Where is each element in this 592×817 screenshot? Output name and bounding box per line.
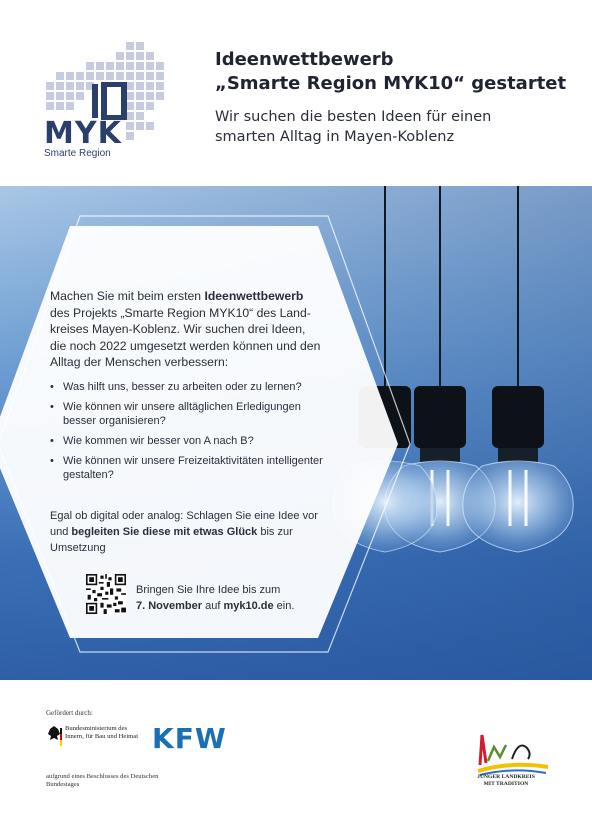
- district-tagline: JUNGER LANDKREIS MIT TRADITION: [477, 774, 535, 787]
- intro-bold: Ideenwettbewerb: [204, 289, 304, 303]
- subheadline-line-1: Wir suchen die besten Ideen für einen: [215, 109, 492, 125]
- logo-ten-mark: [90, 82, 128, 120]
- ministry-note: aufgrund eines Beschlusses des Deutschen Bundestages: [46, 773, 159, 788]
- question-list: [50, 380, 335, 488]
- deadline-mid: auf: [202, 600, 224, 612]
- kfw-logo: KFW: [152, 722, 227, 755]
- headline: [215, 48, 566, 96]
- list-item: • Wie kommen wir besser von A nach B?: [50, 434, 335, 448]
- funded-by-label: Gefördert durch:: [46, 709, 93, 717]
- outro-text-2: bis zur Umsetzung: [50, 526, 293, 554]
- intro-text-2: des Projekts „Smarte Region MYK10“ des Land-kreises Mayen-Koblenz. Wir suchen drei Ideen, die noch 2022 umgesetzt werden können und den Alltag der Menschen verbessern:: [50, 305, 321, 369]
- list-item: • Wie können wir unsere Freizeitaktivitäten intelligenter gestalten?: [50, 454, 335, 482]
- deadline-text: [136, 582, 336, 614]
- myk10-logo: [40, 40, 180, 165]
- outro-paragraph: [50, 508, 325, 556]
- intro-paragraph: [50, 288, 322, 371]
- logo-myk-text: MYK: [44, 116, 122, 151]
- qr-code[interactable]: [86, 574, 126, 614]
- logo-subtitle: Smarte Region: [44, 148, 111, 159]
- list-item: • Was hilft uns, besser zu arbeiten oder zu lernen?: [50, 380, 335, 394]
- list-item: • Wie können wir unsere alltäglichen Erledigungen besser organisieren?: [50, 400, 335, 428]
- outro-text-1: Egal ob digital oder analog: Schlagen Sie eine Idee vor und: [50, 510, 318, 538]
- ministry-name: Bundesministerium des Innern, für Bau und Heimat: [65, 725, 139, 740]
- federal-eagle-icon: [46, 724, 62, 750]
- website-link[interactable]: myk10.de: [223, 600, 274, 612]
- deadline-line-1: Bringen Sie Ihre Idee bis zum: [136, 584, 281, 596]
- subheadline-line-2: smarten Alltag in Mayen-Koblenz: [215, 129, 455, 145]
- outro-bold: begleiten Sie diese mit etwas Glück: [71, 526, 258, 538]
- headline-line-1: Ideenwettbewerb: [215, 49, 394, 70]
- deadline-date: 7. November: [136, 600, 203, 612]
- headline-line-2: „Smarte Region MYK10“ gestartet: [215, 73, 567, 94]
- deadline-end: ein.: [273, 600, 295, 612]
- subheadline: [215, 107, 555, 147]
- intro-text-1: Machen Sie mit beim ersten: [50, 289, 205, 303]
